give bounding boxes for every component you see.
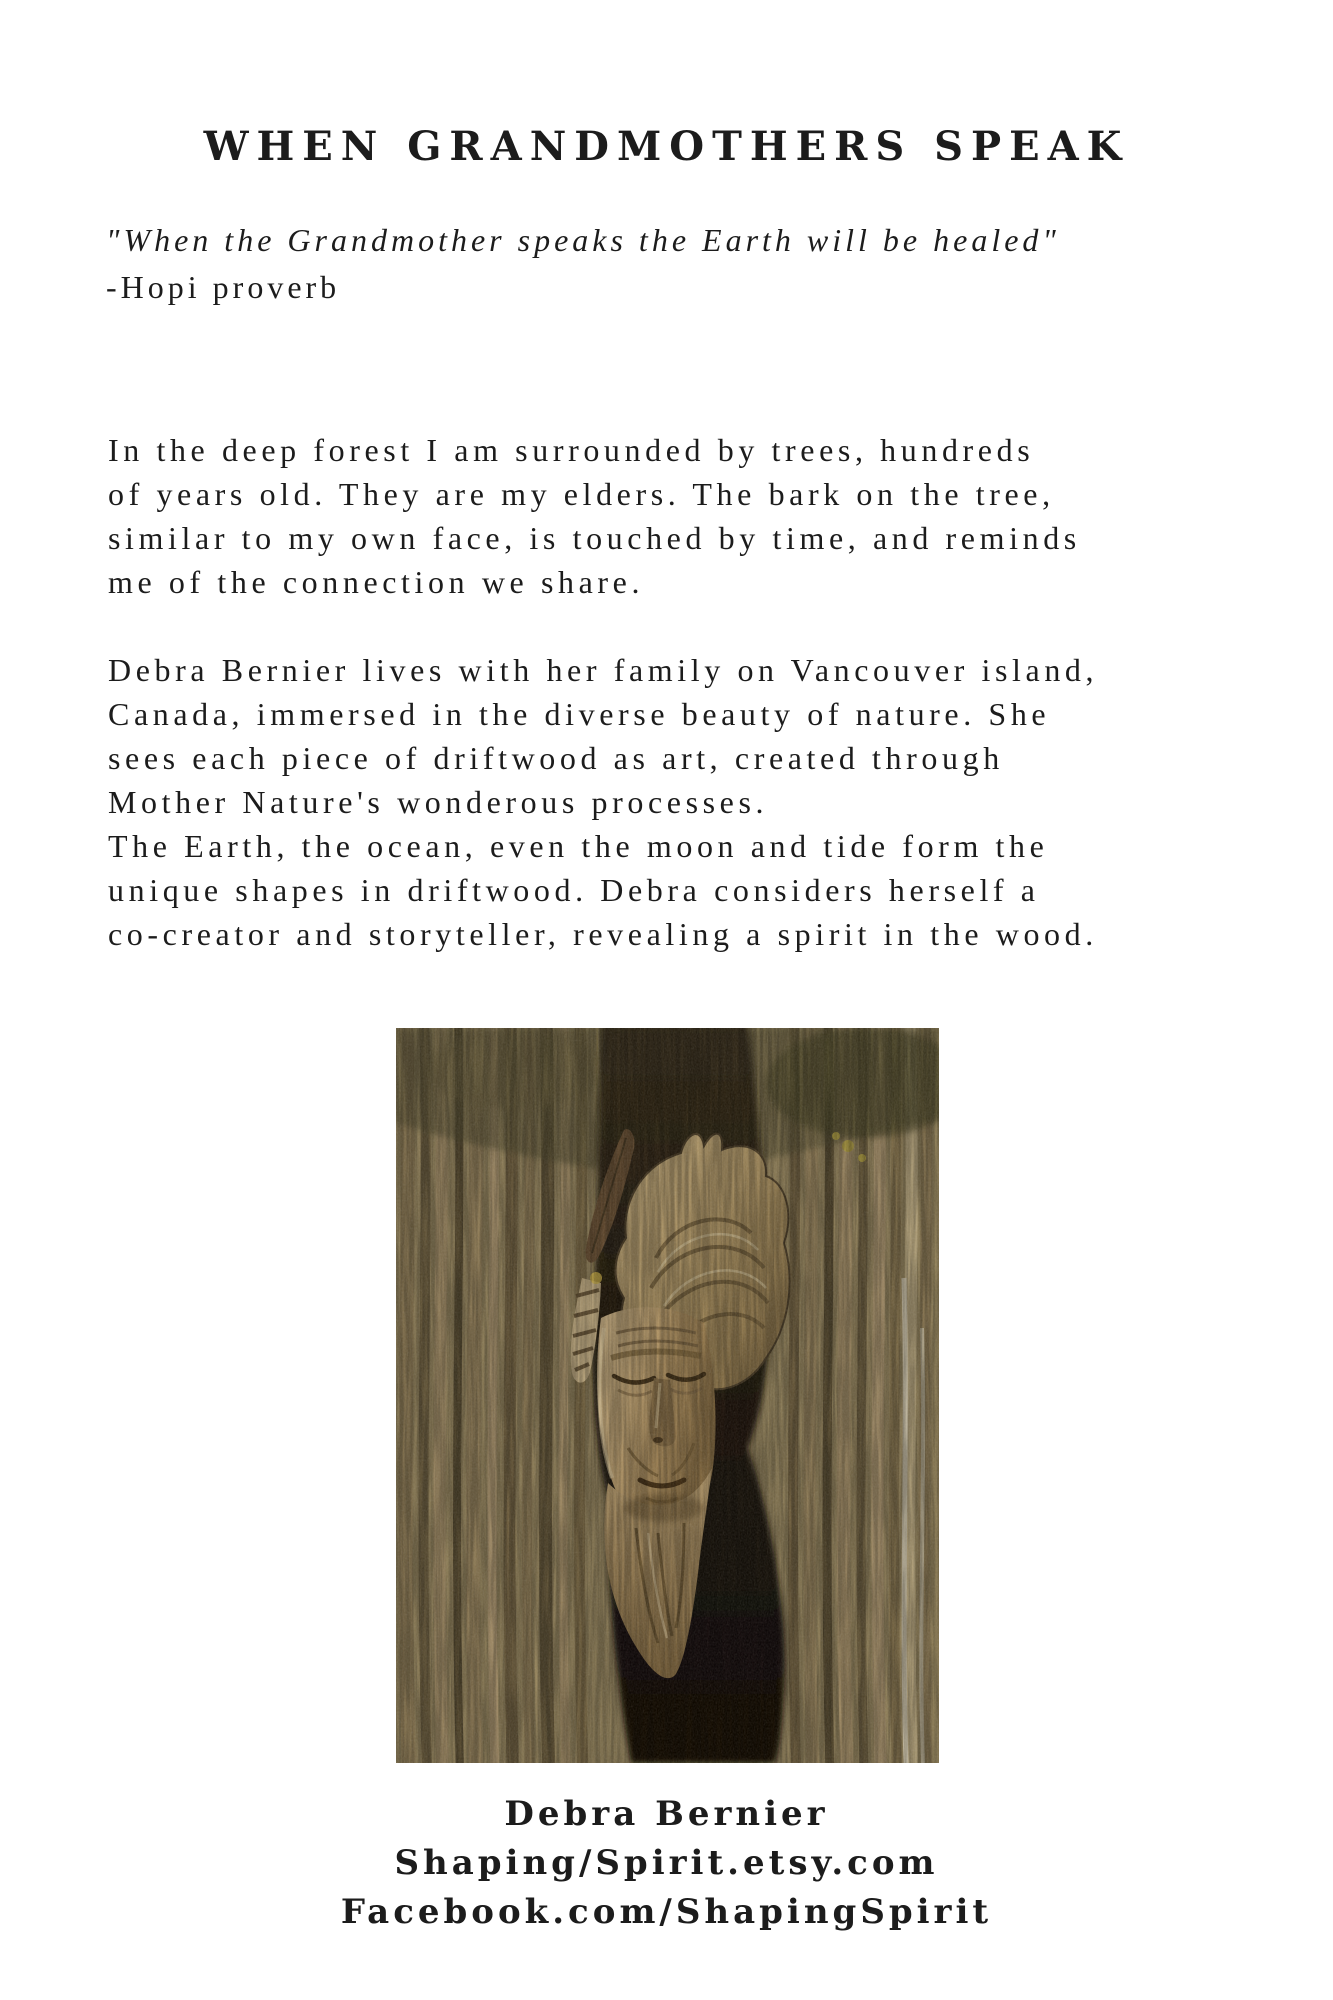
- driftwood-grandmother-photo: [396, 1028, 939, 1763]
- artist-name: Debra Bernier: [504, 1794, 829, 1834]
- bio-paragraph: [108, 648, 1098, 956]
- driftwood-photo-art: [396, 1028, 939, 1763]
- intro-paragraph: [108, 428, 1081, 604]
- paragraph-line: unique shapes in driftwood. Debra considers herself a: [108, 872, 1040, 908]
- etsy-url: Shaping/Spirit.etsy.com: [394, 1843, 939, 1883]
- paragraph-line: Canada, immersed in the diverse beauty of nature. She: [108, 696, 1051, 732]
- paragraph-line: similar to my own face, is touched by time, and reminds: [108, 520, 1081, 556]
- quote-attribution: -Hopi proverb: [106, 269, 341, 305]
- paragraph-line: The Earth, the ocean, even the moon and tide form the: [108, 828, 1049, 864]
- paragraph-line: In the deep forest I am surrounded by trees, hundreds: [108, 432, 1035, 468]
- paragraph-line: Mother Nature's wonderous processes.: [108, 784, 769, 820]
- quote-block: [106, 217, 1060, 311]
- paragraph-line: Debra Bernier lives with her family on Vancouver island,: [108, 652, 1099, 688]
- quote-text: "When the Grandmother speaks the Earth will be healed": [106, 222, 1060, 258]
- paragraph-line: me of the connection we share.: [108, 564, 645, 600]
- paragraph-line: co-creator and storyteller, revealing a spirit in the wood.: [108, 916, 1098, 952]
- footer-block: [0, 1790, 1333, 1937]
- page-title: WHEN GRANDMOTHERS SPEAK: [203, 123, 1130, 170]
- paragraph-line: of years old. They are my elders. The bark on the tree,: [108, 476, 1055, 512]
- paragraph-line: sees each piece of driftwood as art, created through: [108, 740, 1004, 776]
- photo-grain-texture: [396, 1028, 939, 1763]
- facebook-url: Facebook.com/ShapingSpirit: [340, 1892, 993, 1932]
